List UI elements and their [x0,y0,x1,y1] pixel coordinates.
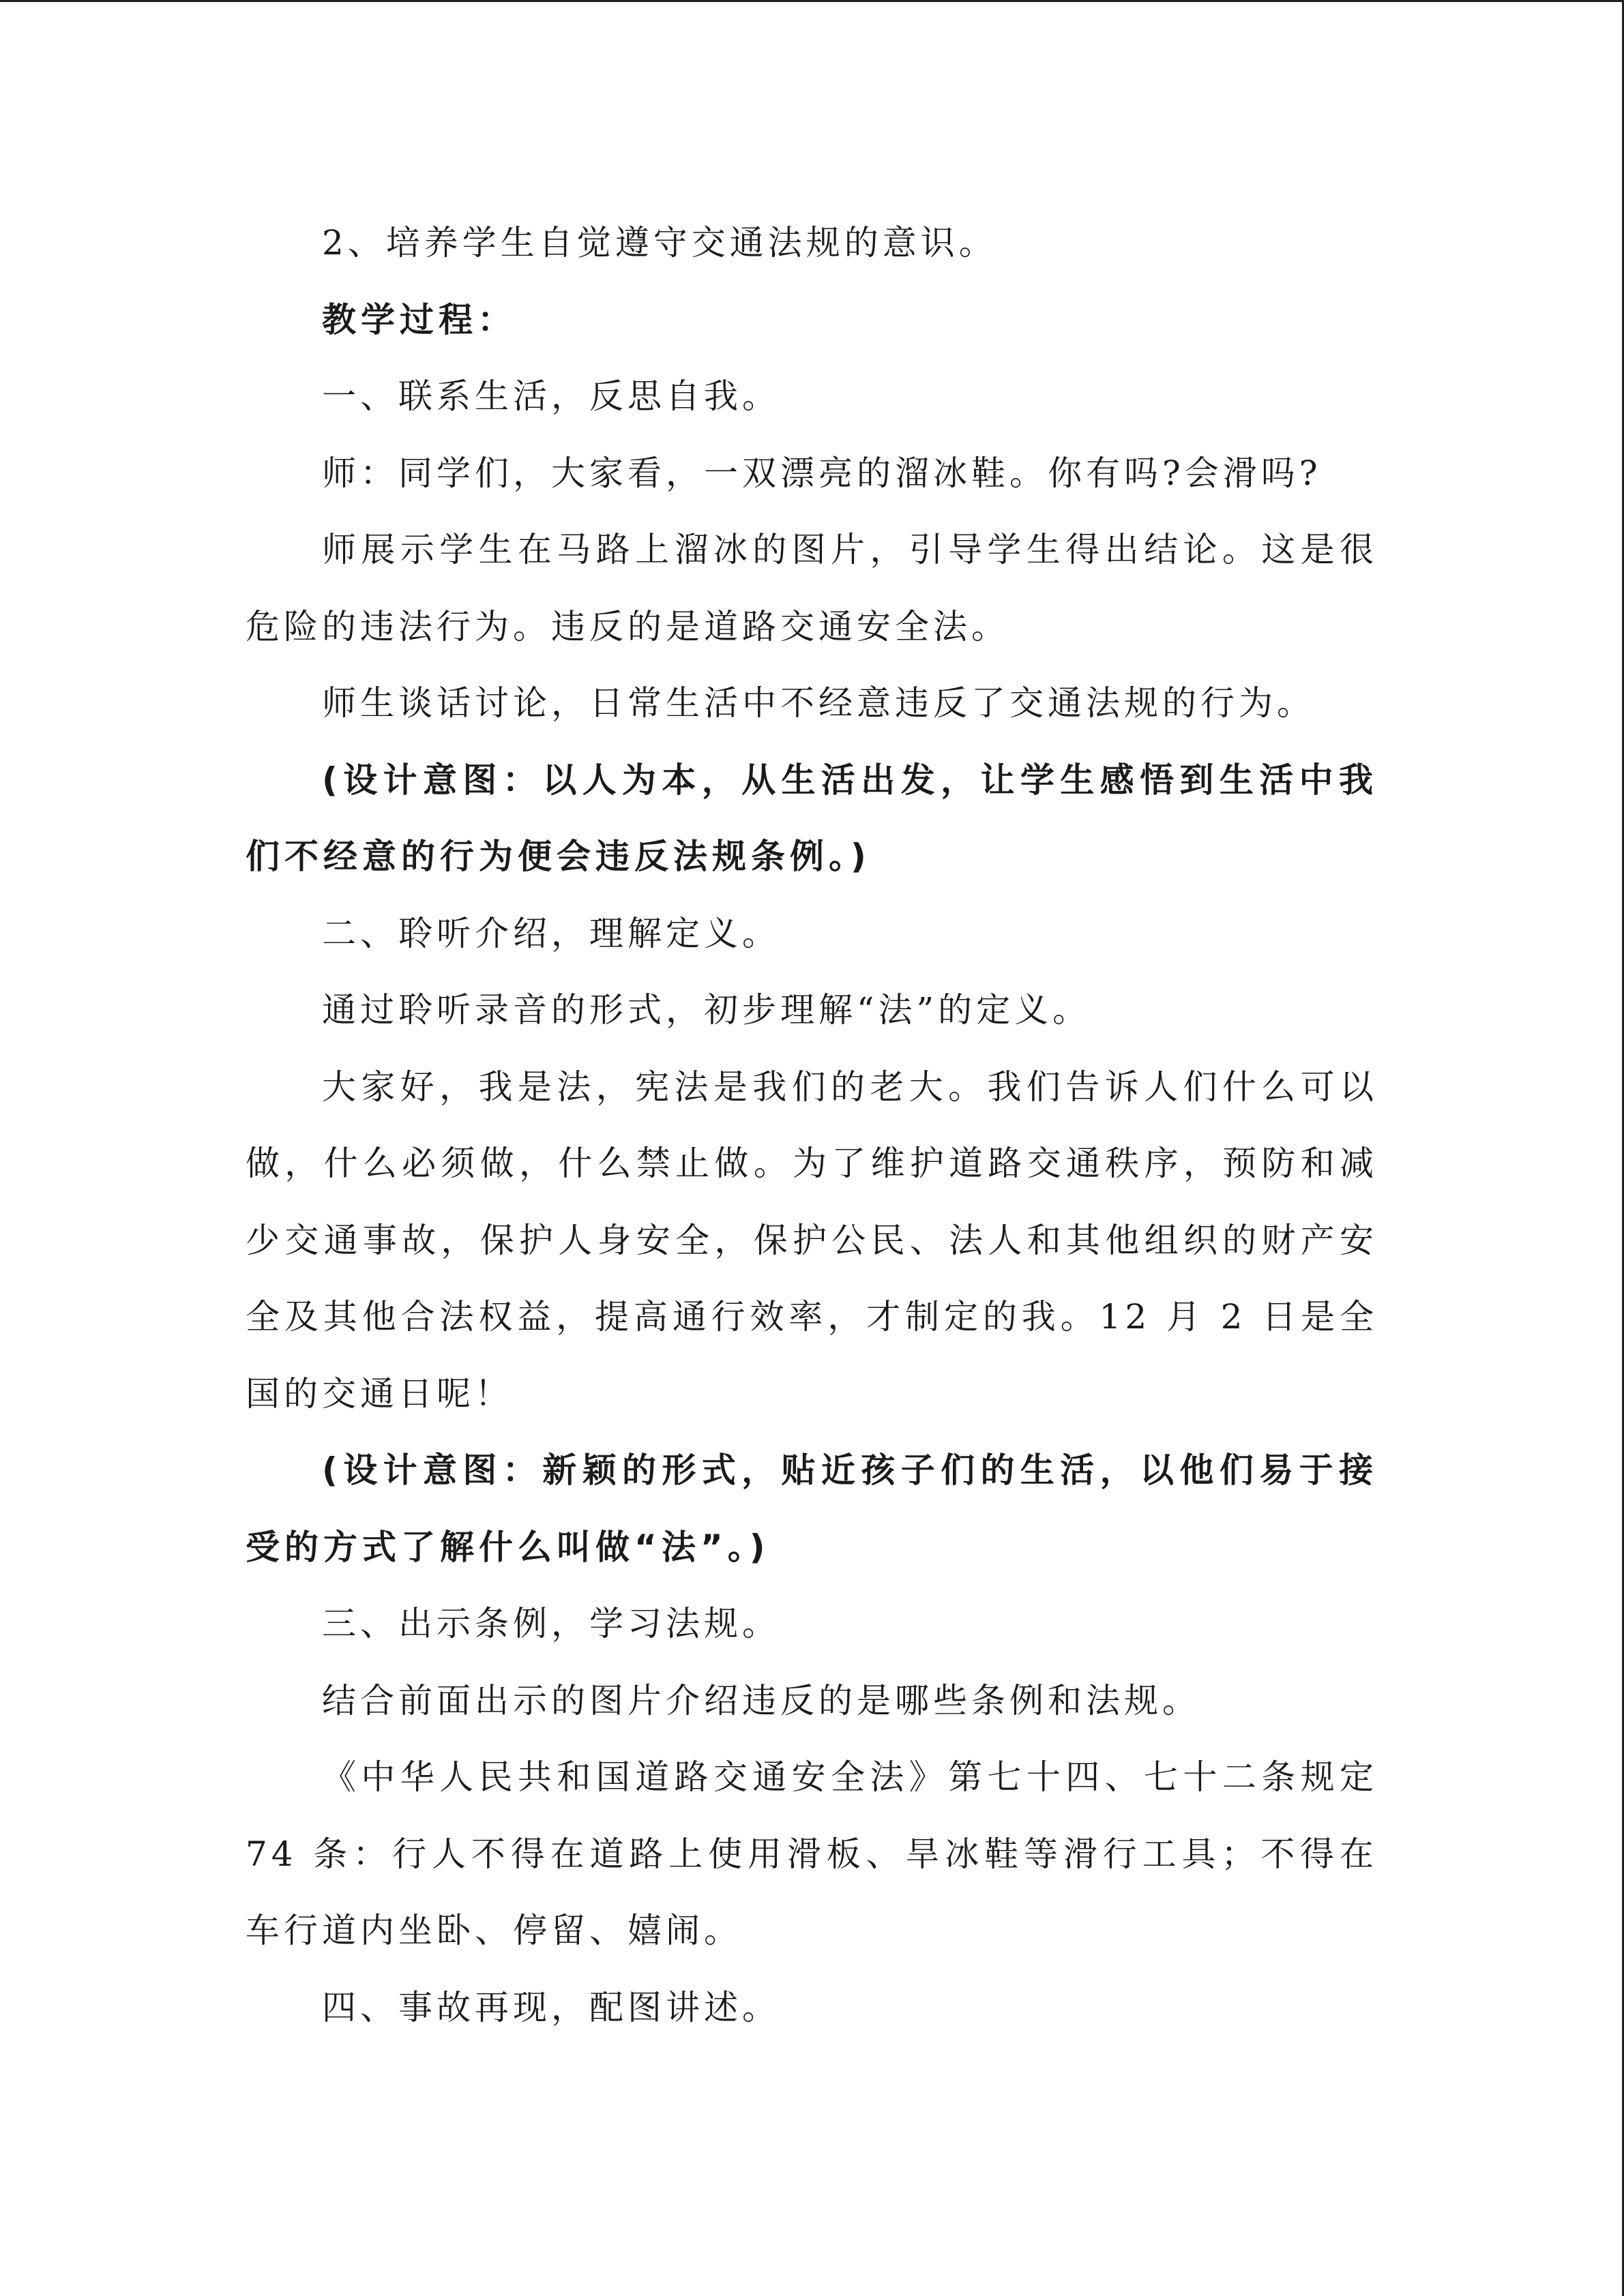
paragraph-goal-2: 2、培养学生自觉遵守交通法规的意识。 [322,223,997,263]
paragraph-law-introduction: 大家好，我是法，宪法是我们的老大。我们告诉人们什么可以做，什么必须做，什么禁止做。为了维护道路交通秩序，预防和减少交通事故，保护人身安全，保护公民、法人和其他组织的财产安全及其他合法权益，提高通行效率，才制定的我。12 月 2 日是全国的交通日呢！ [246,1067,1378,1414]
document-body [246,205,1378,2046]
paragraph-combine-pictures: 结合前面出示的图片介绍违反的是哪些条例和法规。 [322,1680,1200,1720]
design-intent-1: (设计意图：以人为本，从生活出发，让学生感悟到生活中我们不经意的行为便会违反法规条例。) [246,760,1378,876]
design-intent-2: (设计意图：新颖的形式，贴近孩子们的生活，以他们易于接受的方式了解什么叫做“法”。) [246,1450,1378,1567]
paragraph-listen-recording: 通过聆听录音的形式，初步理解“法”的定义。 [322,990,1091,1030]
paragraph-law-article: 《中华人民共和国道路交通安全法》第七十四、七十二条规定 74 条：行人不得在道路上使用滑板、旱冰鞋等滑行工具；不得在车行道内坐卧、停留、嬉闹。 [246,1757,1378,1950]
section-heading-2: 二、聆听介绍，理解定义。 [322,913,780,953]
heading-teaching-process: 教学过程： [322,299,516,340]
page-border-top [0,0,1624,2]
section-heading-4: 四、事故再现，配图讲述。 [322,1987,780,2027]
section-heading-3: 三、出示条例，学习法规。 [322,1604,780,1643]
paragraph-teacher-question: 师：同学们，大家看，一双漂亮的溜冰鞋。你有吗?会滑吗? [322,453,1322,493]
paragraph-discussion: 师生谈话讨论，日常生活中不经意违反了交通法规的行为。 [322,683,1315,723]
paragraph-teacher-show-picture: 师展示学生在马路上溜冰的图片，引导学生得出结论。这是很危险的违法行为。违反的是道路交通安全法。 [246,530,1378,646]
section-heading-1: 一、联系生活，反思自我。 [322,376,780,416]
